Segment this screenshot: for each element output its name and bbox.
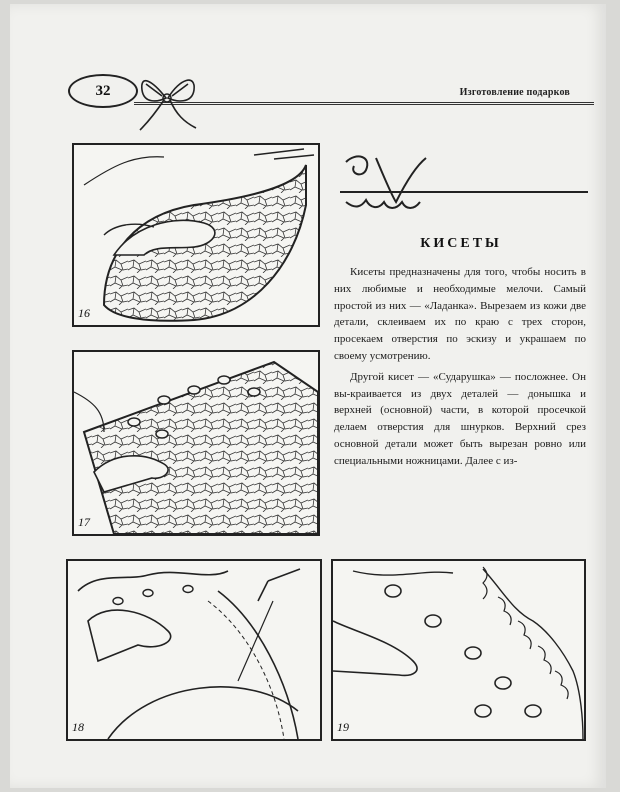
running-title: Изготовление подарков: [459, 87, 570, 98]
stitching-illustration: [68, 561, 320, 739]
figure-number: 16: [78, 306, 90, 320]
body-text: [334, 264, 586, 474]
section-title: КИСЕТЫ: [420, 236, 502, 251]
ribbon-bow-icon: [122, 60, 212, 136]
ornament-icon: [336, 152, 588, 222]
figure-18: [66, 559, 322, 741]
paragraph: Другой кисет — «Сударушка» — посложнее. Он вы-краивается из двух деталей — донышка и верхней (основной) части, в которой просечкой делаем отверстия для шнурков. Верхний срез основной детали может быть вырезан ровно или специальными ножницами. Далее с из-: [334, 370, 586, 467]
punch-holes-illustration: [74, 352, 318, 534]
figure-19: [331, 559, 586, 741]
figure-16: [72, 143, 320, 327]
figure-number: 19: [337, 720, 349, 734]
paragraph: Кисеты предназначены для того, чтобы носить в них любимые и необходимые мелочи. Самый простой из них — «Ладанка». Вырезаем из кожи две детали, склеиваем их по краю с трех сторон, просекаем отверстия по эскизу и украшаем по своему усмотрению.: [334, 266, 586, 362]
figure-17: [72, 350, 320, 536]
pouch-illustration: [74, 145, 318, 325]
page-number: 32: [68, 74, 138, 108]
scalloped-edge-illustration: [333, 561, 584, 739]
figure-number: 18: [72, 720, 84, 734]
book-page: [10, 4, 606, 788]
figure-number: 17: [78, 515, 90, 529]
